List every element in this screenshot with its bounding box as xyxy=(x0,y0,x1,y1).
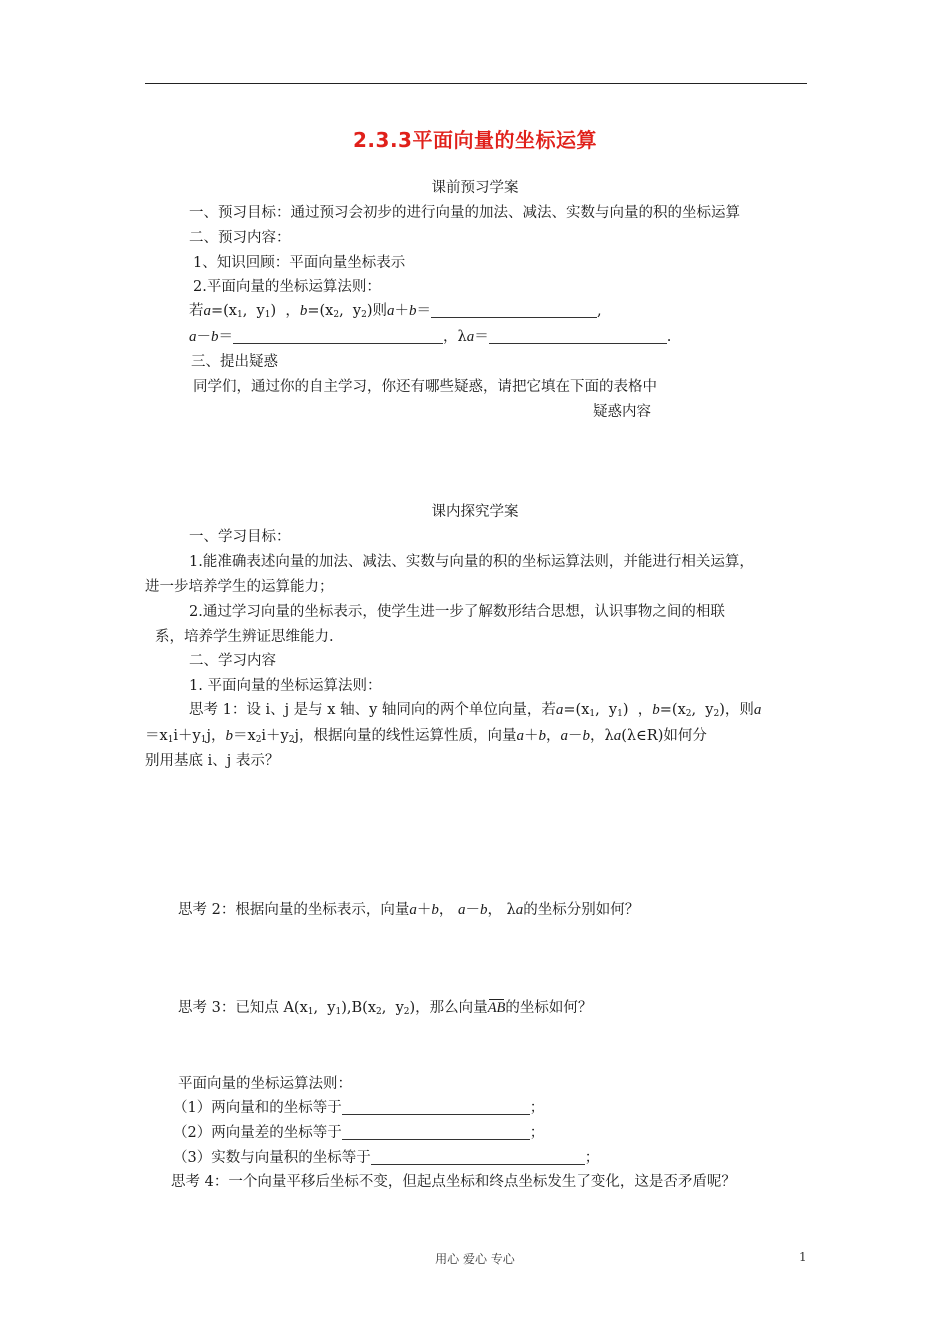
questions-table-header: 疑惑内容 xyxy=(593,404,651,420)
vector-definition-line: 若$a=(x_1$, $y_1$) ，$b=(x_2$, $y_2$)则a＋b＝ , xyxy=(189,303,602,320)
think-4: 思考 4：一个向量平移后坐标不变，但起点坐标和终点坐标发生了变化，这是否矛盾呢？ xyxy=(171,1174,736,1190)
preview-content-heading: 二、预习内容： xyxy=(189,230,291,246)
rule-2-label: （2）两向量差的坐标等于 xyxy=(173,1125,342,1141)
think-1-line-2: $=x_1i+y_1j$，$b=x_2i+y_2j$，根据向量的线性运算性质，向量a＋b，a－b，λa(λ∈R)如何分 xyxy=(145,728,707,745)
rule-3-blank[interactable] xyxy=(371,1150,585,1165)
think-3: 思考 3：已知点 $A(x_1$, $y_1),B(x_2$, $y_2$)，那么向量AB的坐标如何？ xyxy=(178,1000,593,1017)
questions-instruction: 同学们，通过你的自主学习，你还有哪些疑惑，请把它填在下面的表格中 xyxy=(193,379,657,395)
goal-2-line-2: 系，培养学生辨证思维能力. xyxy=(155,629,334,645)
sum-answer-blank[interactable] xyxy=(431,303,597,318)
learning-goals-heading: 一、学习目标： xyxy=(189,529,291,545)
difference-scalar-line: a－b＝ ，λa＝ . xyxy=(189,329,672,345)
page-title: 2.3.3平面向量的坐标运算 xyxy=(353,128,597,152)
rule-2-blank[interactable] xyxy=(342,1125,530,1140)
section-heading-preview: 课前预习学案 xyxy=(431,180,519,196)
rule-1-blank[interactable] xyxy=(342,1100,530,1115)
rule-3-line: （3）实数与向量积的坐标等于 ； xyxy=(173,1150,600,1166)
rule-3-label: （3）实数与向量积的坐标等于 xyxy=(173,1150,371,1166)
footer-slogan: 用心 爱心 专心 xyxy=(435,1252,515,1266)
section-heading-inclass: 课内探究学案 xyxy=(431,504,519,520)
rule-1-label: （1）两向量和的坐标等于 xyxy=(173,1100,342,1116)
coordinate-rules-heading: 2.平面向量的坐标运算法则： xyxy=(193,279,381,295)
scalar-answer-blank[interactable] xyxy=(489,329,667,344)
learning-content-heading: 二、学习内容 xyxy=(189,653,276,669)
vector-ab-symbol: AB xyxy=(487,1000,506,1016)
page-number: 1 xyxy=(799,1250,807,1264)
rule-1-line: （1）两向量和的坐标等于 ； xyxy=(173,1100,545,1116)
rules-subheading: 1. 平面向量的坐标运算法则： xyxy=(189,678,382,694)
header-rule xyxy=(145,83,807,84)
think-2: 思考 2：根据向量的坐标表示，向量a＋b， a－b， λa的坐标分别如何？ xyxy=(178,902,640,918)
rule-2-line: （2）两向量差的坐标等于 ； xyxy=(173,1125,545,1141)
think-1-line-1: 思考 1：设 i、j 是与 x 轴、y 轴同向的两个单位向量，若$a=(x_1$, $y_1$) ，$b=(x_2$, $y_2$)，则a xyxy=(189,702,762,719)
goal-1-line-1: 1.能准确表述向量的加法、减法、实数与向量的积的坐标运算法则，并能进行相关运算， xyxy=(189,554,754,570)
preview-goal: 一、预习目标：通过预习会初步的进行向量的加法、减法、实数与向量的积的坐标运算 xyxy=(189,205,740,221)
goal-1-line-2: 进一步培养学生的运算能力； xyxy=(145,579,334,595)
raise-questions-heading: 三、提出疑惑 xyxy=(191,354,278,370)
rules-summary-heading: 平面向量的坐标运算法则： xyxy=(178,1076,352,1092)
think-1-line-3: 别用基底 i、j 表示？ xyxy=(145,753,280,769)
goal-2-line-1: 2.通过学习向量的坐标表示，使学生进一步了解数形结合思想，认识事物之间的相联 xyxy=(189,604,725,620)
knowledge-review: 1、知识回顾：平面向量坐标表示 xyxy=(193,255,406,271)
difference-answer-blank[interactable] xyxy=(233,329,443,344)
